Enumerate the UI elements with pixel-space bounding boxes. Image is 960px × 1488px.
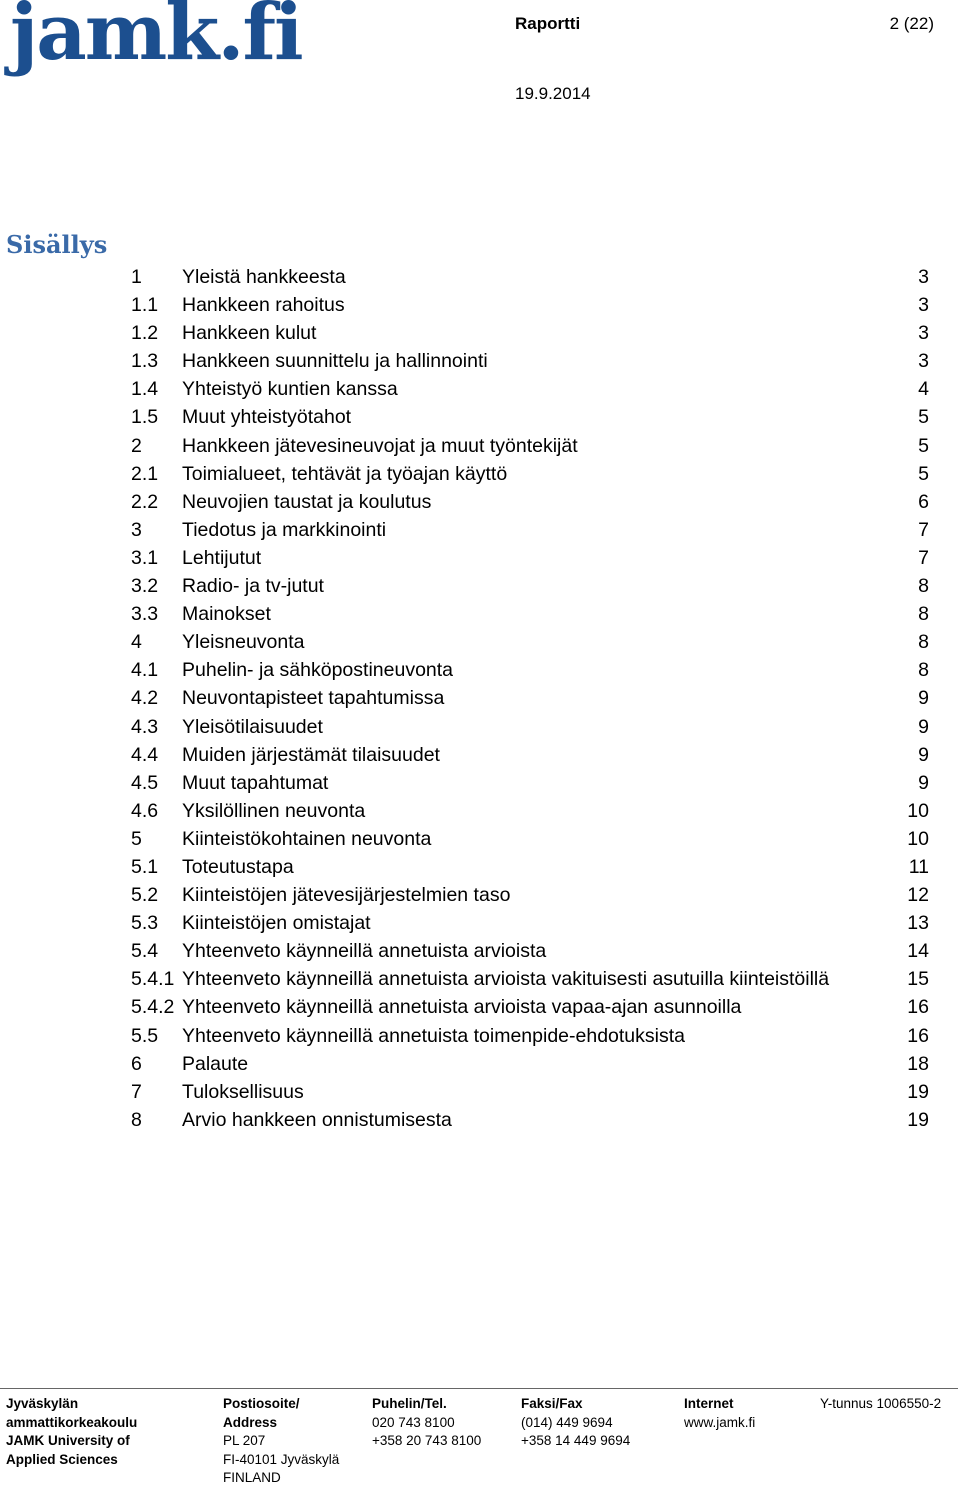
toc-entry-page: 10 xyxy=(907,827,929,850)
toc-entry-number: 5.4.1 xyxy=(131,968,175,991)
toc-entry-title: Tiedotus ja markkinointi xyxy=(182,518,387,541)
toc-entry[interactable] xyxy=(131,909,929,937)
toc-entry-page: 9 xyxy=(918,715,929,738)
toc-entry-title: Yhteistyö kuntien kanssa xyxy=(182,378,398,401)
org-line: Jyväskylän xyxy=(6,1396,79,1411)
toc-entry-number: 3 xyxy=(131,518,142,541)
toc-entry-title: Arvio hankkeen onnistumisesta xyxy=(182,1108,452,1131)
toc-entry-title: Radio- ja tv-jutut xyxy=(182,575,324,598)
toc-entry-title: Yhteenveto käynneillä annetuista toimenpide-ehdotuksista xyxy=(182,1024,686,1047)
toc-entry[interactable] xyxy=(131,853,929,881)
toc-entry-page: 11 xyxy=(908,855,929,878)
toc-entry-page: 7 xyxy=(918,546,929,569)
toc-entry-title: Yhteenveto käynneillä annetuista arvioista vapaa-ajan asunnoilla xyxy=(182,996,742,1019)
toc-entry-page: 19 xyxy=(907,1080,929,1103)
toc-entry[interactable] xyxy=(131,488,929,516)
toc-entry-number: 1.2 xyxy=(131,322,159,345)
footer-phone xyxy=(372,1395,481,1451)
toc-entry-page: 18 xyxy=(907,1052,929,1075)
footer-business-id xyxy=(820,1395,941,1414)
toc-entry-number: 4.6 xyxy=(131,799,159,822)
toc-entry-number: 5.1 xyxy=(131,855,159,878)
toc-entry[interactable] xyxy=(131,347,929,375)
toc-entry-page: 19 xyxy=(907,1108,929,1131)
toc-entry-title: Yhteenveto käynneillä annetuista arvioista vakituisesti asutuilla kiinteistöillä xyxy=(182,968,830,991)
toc-entry-number: 4.2 xyxy=(131,687,159,710)
toc-entry-title: Lehtijutut xyxy=(182,546,262,569)
toc-entry-title: Mainokset xyxy=(182,603,271,626)
toc-entry[interactable] xyxy=(131,600,929,628)
toc-entry-number: 7 xyxy=(131,1080,142,1103)
toc-entry-page: 9 xyxy=(918,687,929,710)
toc-entry-page: 7 xyxy=(918,518,929,541)
toc-entry-page: 5 xyxy=(918,406,929,429)
toc-entry-title: Hankkeen rahoitus xyxy=(182,294,345,317)
toc-entry-page: 3 xyxy=(918,322,929,345)
toc-entry-page: 5 xyxy=(918,434,929,457)
org-line: Applied Sciences xyxy=(6,1451,118,1467)
toc-entry-number: 5.5 xyxy=(131,1024,159,1047)
toc-entry[interactable] xyxy=(131,319,929,347)
toc-entry-title: Toimialueet, tehtävät ja työajan käyttö xyxy=(182,462,508,485)
toc-entry-number: 1.1 xyxy=(131,294,159,317)
toc-entry-page: 9 xyxy=(918,771,929,794)
toc-entry[interactable] xyxy=(131,1078,929,1106)
toc-entry[interactable] xyxy=(131,403,929,431)
toc-entry[interactable] xyxy=(131,628,929,656)
toc-entry[interactable] xyxy=(131,937,929,965)
toc-entry-page: 12 xyxy=(907,884,929,907)
address-label: Address xyxy=(223,1414,278,1430)
toc-entry-page: 15 xyxy=(907,968,929,991)
toc-entry[interactable] xyxy=(131,1106,929,1134)
toc-entry-page: 8 xyxy=(918,659,929,682)
toc-entry[interactable] xyxy=(131,713,929,741)
toc-entry-number: 4.1 xyxy=(131,659,159,682)
toc-entry-number: 4.3 xyxy=(131,715,159,738)
toc-entry-number: 3.1 xyxy=(131,546,159,569)
toc-entry-page: 4 xyxy=(918,378,929,401)
toc-entry-page: 14 xyxy=(907,940,929,963)
toc-entry-title: Palaute xyxy=(182,1052,249,1075)
toc-entry-number: 3.2 xyxy=(131,575,159,598)
toc-entry[interactable] xyxy=(131,656,929,684)
toc-entry-page: 3 xyxy=(918,266,929,288)
toc-entry-number: 4.4 xyxy=(131,743,159,766)
toc-entry-page: 3 xyxy=(918,294,929,317)
toc-entry-page: 8 xyxy=(918,631,929,654)
toc-entry-page: 8 xyxy=(918,603,929,626)
toc-entry[interactable] xyxy=(131,1022,929,1050)
toc-entry-number: 6 xyxy=(131,1052,142,1075)
toc-entry[interactable] xyxy=(131,769,929,797)
toc-entry-number: 1 xyxy=(131,266,142,288)
fax-line: +358 14 449 9694 xyxy=(521,1433,631,1449)
toc-entry-title: Yksilöllinen neuvonta xyxy=(182,799,366,822)
toc-entry-page: 6 xyxy=(918,490,929,513)
footer-address xyxy=(223,1395,339,1488)
toc-entry-title: Yleistä hankkeesta xyxy=(182,266,346,288)
toc-entry-number: 1.5 xyxy=(131,406,159,429)
toc-entry-title: Tuloksellisuus xyxy=(182,1080,304,1103)
document-date: 19.9.2014 xyxy=(515,84,591,103)
toc-entry-title: Kiinteistökohtainen neuvonta xyxy=(182,827,432,850)
toc-entry[interactable] xyxy=(131,965,929,993)
toc-entry-page: 13 xyxy=(907,912,929,935)
address-label: Postiosoite/ xyxy=(223,1396,300,1411)
footer-fax xyxy=(521,1395,630,1451)
toc-entry-number: 4 xyxy=(131,631,142,654)
toc-entry-title: Hankkeen jätevesineuvojat ja muut työntekijät xyxy=(182,434,578,457)
toc-entry-title: Kiinteistöjen jätevesijärjestelmien taso xyxy=(182,884,511,907)
toc-entry-page: 8 xyxy=(918,575,929,598)
toc-entry[interactable] xyxy=(131,432,929,460)
toc-entry-page: 16 xyxy=(907,996,929,1019)
toc-entry-title: Toteutustapa xyxy=(182,855,294,878)
toc-entry-title: Neuvojien taustat ja koulutus xyxy=(182,490,432,513)
toc-entry-number: 1.3 xyxy=(131,350,159,373)
toc-entry-page: 3 xyxy=(918,350,929,373)
toc-entry-title: Muiden järjestämät tilaisuudet xyxy=(182,743,440,766)
toc-entry-page: 9 xyxy=(918,743,929,766)
toc-entry-number: 5.4 xyxy=(131,940,159,963)
phone-line: 020 743 8100 xyxy=(372,1414,455,1430)
toc-entry-number: 2 xyxy=(131,434,142,457)
footer-organization xyxy=(6,1395,137,1469)
toc-entry-number: 4.5 xyxy=(131,771,159,794)
toc-entry[interactable] xyxy=(131,516,929,544)
toc-entry-number: 5.3 xyxy=(131,912,159,935)
toc-entry-number: 3.3 xyxy=(131,603,159,626)
toc-entry[interactable] xyxy=(131,825,929,853)
toc-entry[interactable] xyxy=(131,263,929,291)
toc-entry-title: Neuvontapisteet tapahtumissa xyxy=(182,687,445,710)
toc-entry[interactable] xyxy=(131,291,929,319)
address-line: FINLAND xyxy=(223,1470,281,1486)
org-line: ammattikorkeakoulu xyxy=(6,1414,138,1430)
address-line: PL 207 xyxy=(223,1433,266,1449)
fax-label: Faksi/Fax xyxy=(521,1396,583,1411)
footer-divider xyxy=(0,1388,958,1389)
toc-entry-title: Yhteenveto käynneillä annetuista arvioista xyxy=(182,940,547,963)
toc-entry-title: Kiinteistöjen omistajat xyxy=(182,912,371,935)
toc-entry-number: 8 xyxy=(131,1108,142,1131)
document-type: Raportti xyxy=(515,14,581,33)
toc-entry-title: Muut yhteistyötahot xyxy=(182,406,352,429)
toc-entry-title: Yleisötilaisuudet xyxy=(182,715,323,738)
address-line: FI-40101 Jyväskylä xyxy=(223,1451,340,1467)
toc-entry[interactable] xyxy=(131,993,929,1021)
jamk-logo: jamk.fi xyxy=(10,0,302,78)
org-line: JAMK University of xyxy=(6,1433,130,1449)
table-of-contents xyxy=(131,263,929,1134)
toc-entry[interactable] xyxy=(131,544,929,572)
toc-entry-title: Hankkeen suunnittelu ja hallinnointi xyxy=(182,350,488,373)
internet-label: Internet xyxy=(684,1396,734,1411)
toc-entry[interactable] xyxy=(131,1050,929,1078)
toc-entry[interactable] xyxy=(131,881,929,909)
phone-label: Puhelin/Tel. xyxy=(372,1396,447,1411)
toc-entry-title: Hankkeen kulut xyxy=(182,322,317,345)
page-number: 2 (22) xyxy=(889,14,934,33)
toc-entry-number: 1.4 xyxy=(131,378,159,401)
fax-line: (014) 449 9694 xyxy=(521,1414,613,1430)
toc-entry[interactable] xyxy=(131,375,929,403)
toc-entry-title: Yleisneuvonta xyxy=(182,631,305,654)
toc-entry[interactable] xyxy=(131,797,929,825)
toc-entry-page: 16 xyxy=(907,1024,929,1047)
toc-entry-number: 5 xyxy=(131,827,142,850)
toc-entry[interactable] xyxy=(131,741,929,769)
toc-entry[interactable] xyxy=(131,684,929,712)
business-id: Y-tunnus 1006550-2 xyxy=(820,1396,942,1411)
toc-entry-title: Puhelin- ja sähköpostineuvonta xyxy=(182,659,454,682)
toc-entry-number: 5.4.2 xyxy=(131,996,175,1019)
toc-entry-page: 10 xyxy=(907,799,929,822)
toc-entry-number: 2.1 xyxy=(131,462,159,485)
toc-entry[interactable] xyxy=(131,572,929,600)
internet-link[interactable]: www.jamk.fi xyxy=(684,1414,756,1430)
phone-line: +358 20 743 8100 xyxy=(372,1433,482,1449)
toc-title: Sisällys xyxy=(6,230,108,259)
footer-internet xyxy=(684,1395,755,1432)
toc-entry-title: Muut tapahtumat xyxy=(182,771,329,794)
toc-entry[interactable] xyxy=(131,460,929,488)
toc-entry-page: 5 xyxy=(918,462,929,485)
toc-entry-number: 2.2 xyxy=(131,490,159,513)
toc-entry-number: 5.2 xyxy=(131,884,159,907)
